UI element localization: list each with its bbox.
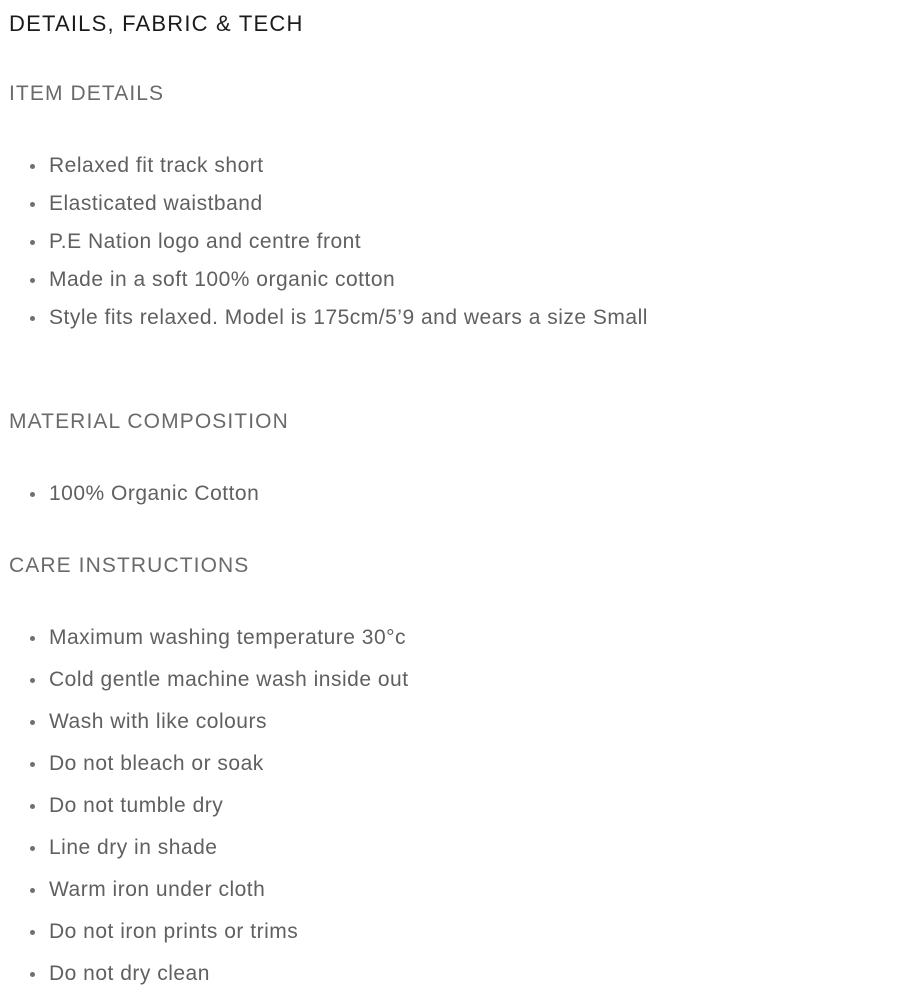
- list-item: Made in a soft 100% organic cotton: [9, 261, 648, 299]
- list-item: Cold gentle machine wash inside out: [9, 659, 409, 701]
- list-item: Style fits relaxed. Model is 175cm/5’9 and wears a size Small: [9, 299, 648, 337]
- list-item: Maximum washing temperature 30°c: [9, 617, 409, 659]
- list-item: Relaxed fit track short: [9, 147, 648, 185]
- item-details-list: [9, 147, 648, 337]
- list-item: Elasticated waistband: [9, 185, 648, 223]
- list-item: Warm iron under cloth: [9, 869, 409, 911]
- list-item: Do not tumble dry: [9, 785, 409, 827]
- care-instructions-heading: CARE INSTRUCTIONS: [9, 554, 250, 577]
- list-item: P.E Nation logo and centre front: [9, 223, 648, 261]
- material-composition-heading: MATERIAL COMPOSITION: [9, 410, 289, 433]
- list-item: Wash with like colours: [9, 701, 409, 743]
- page-title: DETAILS, FABRIC & TECH: [9, 11, 304, 36]
- list-item: Do not dry clean: [9, 953, 409, 995]
- care-instructions-list: [9, 617, 409, 995]
- material-composition-list: [9, 475, 259, 513]
- list-item: 100% Organic Cotton: [9, 475, 259, 513]
- list-item: Do not bleach or soak: [9, 743, 409, 785]
- item-details-heading: ITEM DETAILS: [9, 82, 165, 105]
- list-item: Line dry in shade: [9, 827, 409, 869]
- list-item: Do not iron prints or trims: [9, 911, 409, 953]
